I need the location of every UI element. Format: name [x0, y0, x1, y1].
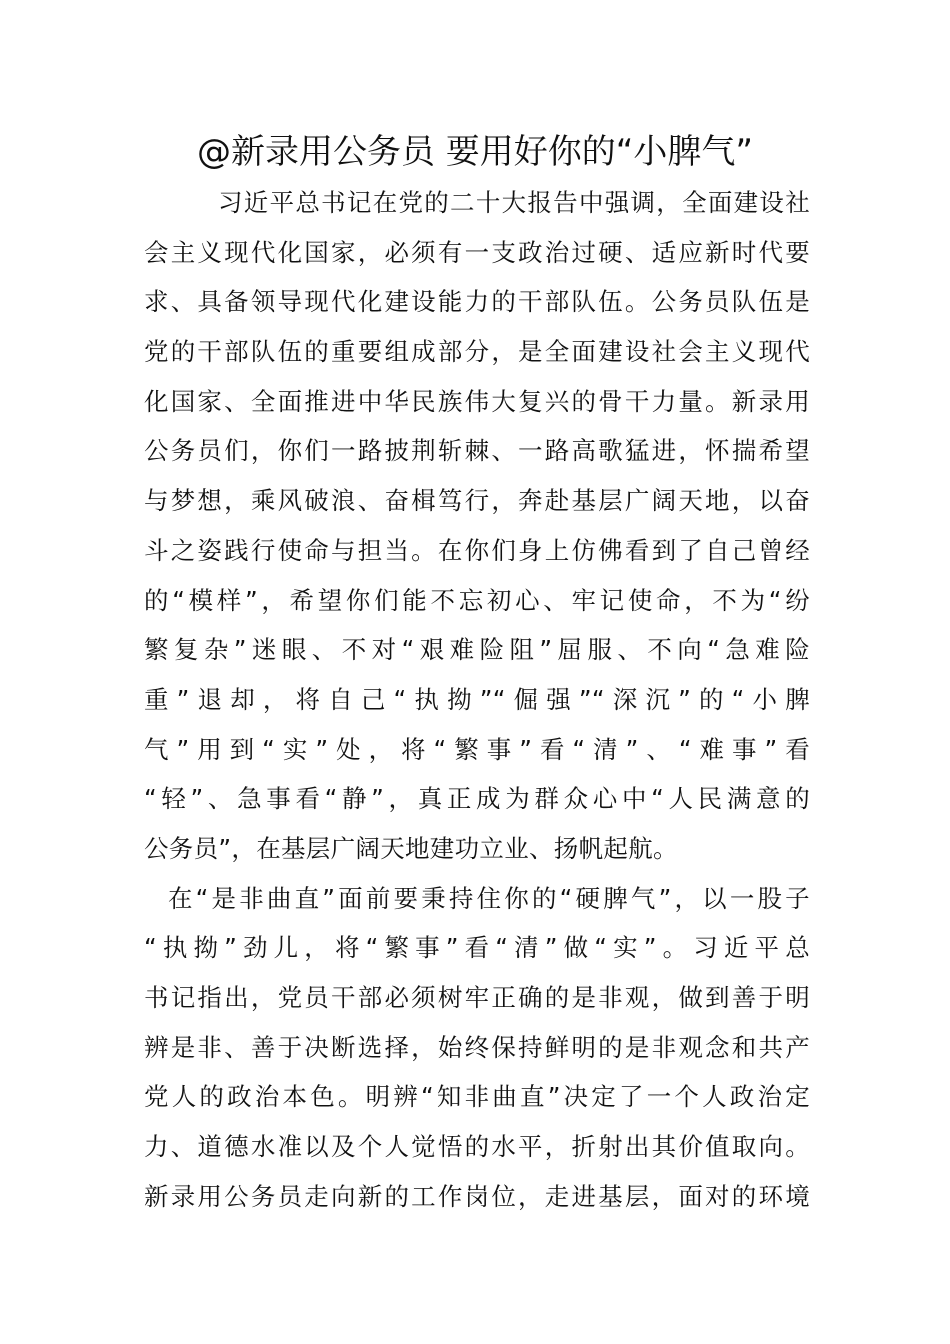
paragraph-line: 习近平总书记在党的二十大报告中强调，全面建设社: [218, 188, 810, 217]
paragraph-line: 的“模样”，希望你们能不忘初心、牢记使命，不为“纷: [144, 585, 810, 615]
paragraph-line: 新录用公务员走向新的工作岗位，走进基层，面对的环境: [144, 1181, 810, 1211]
paragraph-line: “执拗”劲儿，将“繁事”看“清”做“实”。习近平总: [144, 933, 810, 963]
paragraph-line: 在“是非曲直”面前要秉持住你的“硬脾气”，以一股子: [168, 883, 810, 913]
paragraph-line: 繁复杂”迷眼、不对“艰难险阻”屈服、不向“急难险: [144, 635, 810, 665]
paragraph-line: 党人的政治本色。明辨“知非曲直”决定了一个人政治定: [144, 1082, 810, 1112]
paragraph-line: 公务员们，你们一路披荆斩棘、一路高歌猛进，怀揣希望: [144, 436, 810, 466]
paragraph-line: 气”用到“实”处，将“繁事”看“清”、“难事”看: [144, 734, 810, 764]
paragraph-line: 化国家、全面推进中华民族伟大复兴的骨干力量。新录用: [144, 386, 810, 416]
paragraph-line: 与梦想，乘风破浪、奋楫笃行，奔赴基层广阔天地，以奋: [144, 486, 810, 516]
paragraph-line: 会主义现代化国家，必须有一支政治过硬、适应新时代要: [144, 237, 810, 267]
paragraph-line: 力、道德水准以及个人觉悟的水平，折射出其价值取向。: [144, 1132, 810, 1162]
document-title: @新录用公务员 要用好你的“小脾气”: [196, 132, 754, 172]
paragraph-line: 公务员”，在基层广阔天地建功立业、扬帆起航。: [144, 833, 678, 863]
paragraph-line: 书记指出，党员干部必须树牢正确的是非观，做到善于明: [144, 983, 810, 1012]
paragraph-line: 党的干部队伍的重要组成部分，是全面建设社会主义现代: [144, 337, 810, 367]
paragraph-line: 重”退却，将自己“执拗”“倔强”“深沉”的“小脾: [144, 684, 810, 714]
paragraph-line: 斗之姿践行使命与担当。在你们身上仿佛看到了自己曾经: [144, 535, 810, 565]
paragraph-line: “轻”、急事看“静”，真正成为群众心中“人民满意的: [144, 784, 810, 814]
document-body: [144, 178, 810, 1221]
paragraph-line: 求、具备领导现代化建设能力的干部队伍。公务员队伍是: [144, 287, 810, 317]
paragraph-line: 辨是非、善于决断选择，始终保持鲜明的是非观念和共产: [144, 1032, 810, 1062]
